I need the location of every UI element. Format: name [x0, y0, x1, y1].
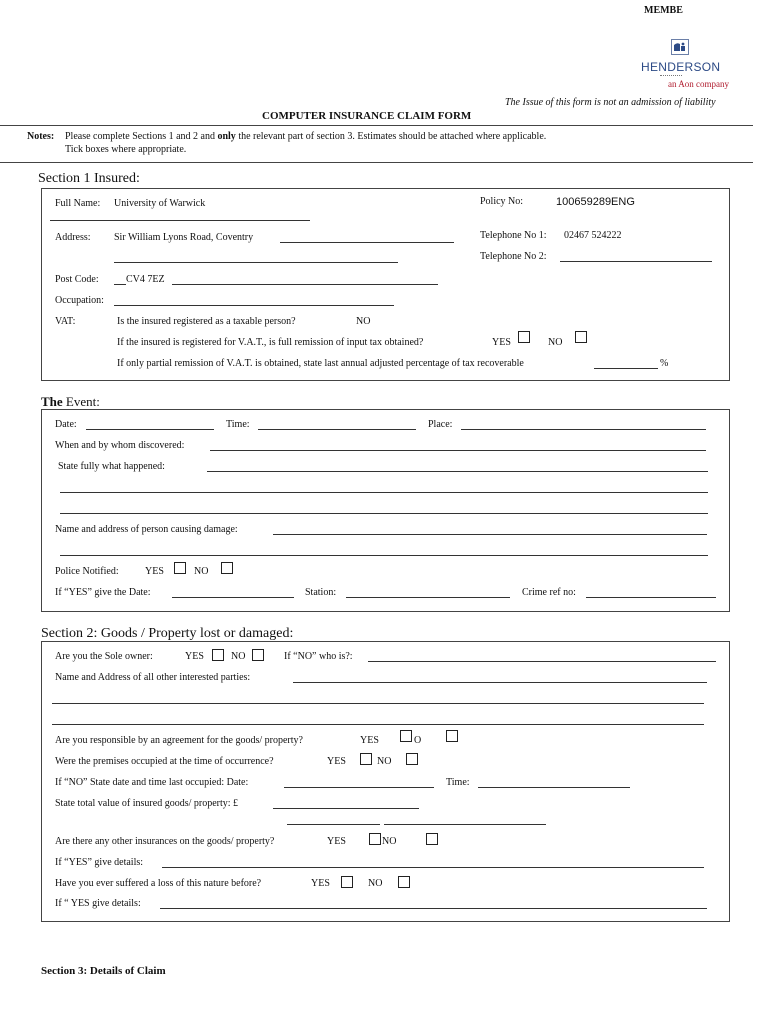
if-no-who-line[interactable] [368, 661, 716, 662]
last-occupied-date-line[interactable] [284, 787, 434, 788]
loss-details-label: If “ YES give details: [55, 898, 141, 909]
discovered-label: When and by whom discovered: [55, 440, 185, 451]
loss-before-question: Have you ever suffered a loss of this nature before? [55, 878, 262, 889]
loss-before-no-checkbox[interactable] [398, 876, 410, 888]
happened-line-1[interactable] [207, 471, 708, 472]
last-occupied-time-label: Time: [446, 777, 470, 788]
section3-title: Section 3: Details of Claim [41, 965, 166, 977]
agreement-no-label: O [414, 735, 422, 746]
tel1-label: Telephone No 1: [480, 230, 547, 241]
loss-before-yes-checkbox[interactable] [341, 876, 353, 888]
event-time-label: Time: [226, 419, 250, 430]
loss-before-no-label: NO [368, 878, 383, 889]
police-no-label: NO [194, 566, 209, 577]
happened-line-2[interactable] [60, 492, 708, 493]
other-insurances-yes-checkbox[interactable] [369, 833, 381, 845]
other-insurances-details-line[interactable] [162, 867, 704, 868]
police-date-line[interactable] [172, 597, 294, 598]
other-insurances-no-checkbox[interactable] [426, 833, 438, 845]
vat-q2-no-label: NO [548, 337, 563, 348]
liability-disclaimer: The Issue of this form is not an admission of liability [505, 97, 716, 108]
total-value-label: State total value of insured goods/ property: £ [55, 798, 239, 809]
interested-line-1[interactable] [293, 682, 707, 683]
premises-no-checkbox[interactable] [406, 753, 418, 765]
happened-line-3[interactable] [60, 513, 708, 514]
header-rule [0, 125, 753, 126]
policy-value[interactable]: 100659289ENG [556, 196, 635, 208]
interested-parties-label: Name and Address of all other interested parties: [55, 672, 251, 683]
loss-before-yes-label: YES [311, 878, 330, 889]
henderson-logo-icon [671, 39, 689, 55]
vat-question-3: If only partial remission of V.A.T. is obtained, state last annual adjusted percentage of tax recoverable [117, 358, 524, 369]
full-name-value[interactable]: University of Warwick [114, 198, 206, 209]
postcode-label: Post Code: [55, 274, 99, 285]
tel1-value[interactable]: 02467 524222 [564, 230, 622, 241]
notes-label: Notes: [27, 131, 55, 142]
address-label: Address: [55, 232, 91, 243]
tel2-label: Telephone No 2: [480, 251, 547, 262]
total-value-line-2[interactable] [287, 824, 380, 825]
sole-owner-no-label: NO [231, 651, 246, 662]
vat-q2-yes-label: YES [492, 337, 511, 348]
total-value-line[interactable] [273, 808, 419, 809]
sole-owner-yes-checkbox[interactable] [212, 649, 224, 661]
sole-owner-label: Are you the Sole owner: [55, 651, 153, 662]
event-date-line[interactable] [86, 429, 214, 430]
vat-percent-line[interactable] [594, 368, 658, 369]
postcode-prefix-line [114, 284, 126, 285]
logo-divider [660, 75, 682, 76]
section1-title: Section 1 Insured: [38, 171, 140, 186]
agreement-yes-label: YES [360, 735, 379, 746]
agreement-question: Are you responsible by an agreement for the goods/ property? [55, 735, 303, 746]
vat-question-1: Is the insured registered as a taxable person? [117, 316, 296, 327]
police-date-label: If “YES” give the Date: [55, 587, 151, 598]
interested-line-3[interactable] [52, 724, 704, 725]
address-line-1[interactable] [280, 242, 454, 243]
other-insurances-yes-label: YES [327, 836, 346, 847]
event-place-label: Place: [428, 419, 453, 430]
tel2-line[interactable] [560, 261, 712, 262]
postcode-line[interactable] [172, 284, 438, 285]
vat-label: VAT: [55, 316, 76, 327]
discovered-line[interactable] [210, 450, 706, 451]
person-line-1[interactable] [273, 534, 707, 535]
vat-q2-no-checkbox[interactable] [575, 331, 587, 343]
postcode-value[interactable]: CV4 7EZ [126, 274, 165, 285]
event-place-line[interactable] [461, 429, 706, 430]
event-time-line[interactable] [258, 429, 416, 430]
form-title: COMPUTER INSURANCE CLAIM FORM [262, 110, 472, 122]
station-line[interactable] [346, 597, 510, 598]
vat-question-2: If the insured is registered for V.A.T., is full remission of input tax obtained? [117, 337, 424, 348]
crime-ref-line[interactable] [586, 597, 716, 598]
aon-tagline: an Aon company [668, 79, 729, 89]
other-insurances-question: Are there any other insurances on the goods/ property? [55, 836, 275, 847]
occupation-line[interactable] [114, 305, 394, 306]
interested-line-2[interactable] [52, 703, 704, 704]
premises-yes-label: YES [327, 756, 346, 767]
notes-rule [0, 162, 753, 163]
notes-line-2: Tick boxes where appropriate. [65, 144, 187, 155]
vat-percent-sign: % [660, 358, 669, 369]
crime-ref-label: Crime ref no: [522, 587, 576, 598]
person-causing-damage-label: Name and address of person causing damage: [55, 524, 238, 535]
premises-occupied-question: Were the premises occupied at the time of occurrence? [55, 756, 274, 767]
total-value-line-3[interactable] [384, 824, 546, 825]
station-label: Station: [305, 587, 337, 598]
premises-yes-checkbox[interactable] [360, 753, 372, 765]
vat-q2-yes-checkbox[interactable] [518, 331, 530, 343]
last-occupied-time-line[interactable] [478, 787, 630, 788]
vat-q1-answer[interactable]: NO [356, 316, 371, 327]
other-insurances-details-label: If “YES” give details: [55, 857, 144, 868]
premises-no-label: NO [377, 756, 392, 767]
police-no-checkbox[interactable] [221, 562, 233, 574]
full-name-line[interactable] [50, 220, 310, 221]
member-label: MEMBE [644, 5, 683, 16]
if-no-who-label: If “NO” who is?: [284, 651, 353, 662]
agreement-no-checkbox[interactable] [446, 730, 458, 742]
police-yes-label: YES [145, 566, 164, 577]
notes-line-1: Please complete Sections 1 and 2 and only the relevant part of section 3. Estimates should be attached where applicable. [65, 131, 547, 142]
event-title: The Event: [41, 394, 100, 409]
full-name-label: Full Name: [55, 198, 101, 209]
address-value[interactable]: Sir William Lyons Road, Coventry [114, 232, 254, 243]
address-line-2[interactable] [114, 262, 398, 263]
happened-label: State fully what happened: [58, 461, 165, 472]
loss-details-line[interactable] [160, 908, 707, 909]
sole-owner-no-checkbox[interactable] [252, 649, 264, 661]
occupation-label: Occupation: [55, 295, 104, 306]
other-insurances-no-label: NO [382, 836, 397, 847]
agreement-yes-checkbox[interactable] [400, 730, 412, 742]
police-yes-checkbox[interactable] [174, 562, 186, 574]
henderson-logo-text: HENDERSON [641, 60, 721, 74]
policy-label: Policy No: [480, 196, 524, 207]
section2-title: Section 2: Goods / Property lost or damaged: [41, 626, 294, 641]
person-line-2[interactable] [60, 555, 708, 556]
police-notified-label: Police Notified: [55, 566, 119, 577]
sole-owner-yes-label: YES [185, 651, 204, 662]
last-occupied-label: If “NO” State date and time last occupied: Date: [55, 777, 249, 788]
event-date-label: Date: [55, 419, 77, 430]
